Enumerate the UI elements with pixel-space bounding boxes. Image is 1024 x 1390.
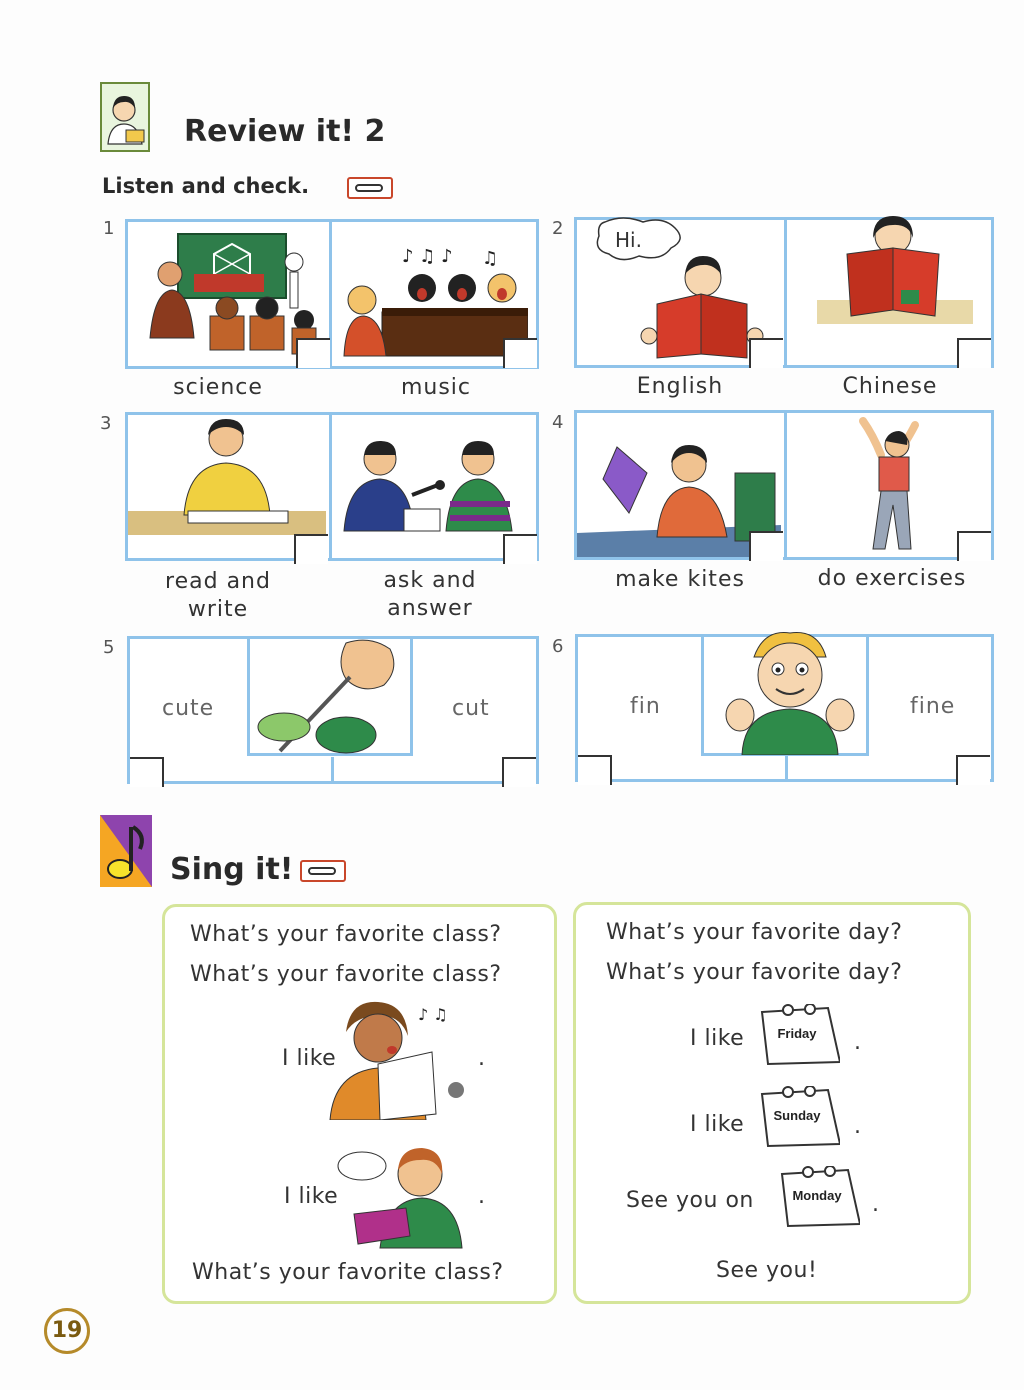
right-song-like-2: I like bbox=[690, 1112, 745, 1137]
right-song-last-line: See you! bbox=[716, 1258, 818, 1283]
word-fin: fin bbox=[630, 694, 661, 719]
checkbox-cut[interactable] bbox=[502, 757, 536, 787]
girl-reading-chinese-picture bbox=[817, 214, 973, 334]
students-interview-picture bbox=[334, 435, 530, 555]
left-song-line-1: What’s your favorite class? bbox=[190, 922, 502, 947]
left-song-blank-1: . bbox=[478, 1046, 486, 1071]
checkbox-read-and-write[interactable] bbox=[294, 534, 328, 564]
calendar-sunday-label: Sunday bbox=[773, 1108, 821, 1123]
checkbox-chinese[interactable] bbox=[957, 338, 991, 368]
checkbox-cute[interactable] bbox=[130, 757, 164, 787]
item-6-picture-frame bbox=[701, 634, 869, 756]
cassette-tape-icon-2[interactable] bbox=[300, 860, 346, 882]
left-song-line-2: What’s your favorite class? bbox=[190, 962, 502, 987]
checkbox-fin[interactable] bbox=[578, 755, 612, 785]
item-1-frame bbox=[125, 219, 539, 369]
right-song-like-1: I like bbox=[690, 1026, 745, 1051]
checkbox-music[interactable] bbox=[503, 338, 537, 368]
caption-read-and-write: read and write bbox=[165, 569, 271, 622]
right-song-see-you-on: See you on bbox=[626, 1188, 754, 1213]
speech-bubble-text: Hi. bbox=[615, 228, 642, 252]
calendar-monday-label: Monday bbox=[792, 1188, 842, 1203]
right-song-line-2: What’s your favorite day? bbox=[606, 960, 903, 985]
svg-text:♪ ♫ ♪: ♪ ♫ ♪ bbox=[402, 246, 453, 267]
svg-text:♫: ♫ bbox=[482, 248, 499, 269]
calendar-monday bbox=[774, 1166, 860, 1228]
caption-science: science bbox=[173, 375, 263, 400]
checkbox-science[interactable] bbox=[296, 338, 330, 368]
caption-music: music bbox=[400, 375, 472, 400]
checkbox-do-exercises[interactable] bbox=[957, 531, 991, 561]
checkbox-fine[interactable] bbox=[956, 755, 990, 785]
boy-thumbs-up-picture bbox=[714, 629, 864, 755]
music-class-picture bbox=[342, 242, 528, 362]
right-song-period-3: . bbox=[872, 1192, 880, 1217]
word-cute: cute bbox=[162, 696, 215, 721]
caption-do-exercises: do exercises bbox=[817, 566, 967, 591]
music-note-icon bbox=[100, 815, 152, 887]
boy-reading-english-picture bbox=[637, 240, 767, 360]
girl-singing-picture bbox=[326, 996, 476, 1120]
caption-make-kites: make kites bbox=[615, 567, 745, 592]
left-song-blank-2: . bbox=[478, 1184, 486, 1209]
checkbox-english[interactable] bbox=[749, 338, 783, 368]
item-number-1: 1 bbox=[103, 218, 115, 239]
svg-text:♪ ♫: ♪ ♫ bbox=[418, 1005, 448, 1024]
word-cut: cut bbox=[452, 696, 490, 721]
right-song-line-1: What’s your favorite day? bbox=[606, 920, 903, 945]
right-song-period-2: . bbox=[854, 1114, 862, 1139]
left-song-last-line: What’s your favorite class? bbox=[192, 1260, 504, 1285]
item-5-picture-frame bbox=[247, 636, 413, 756]
science-class-picture bbox=[140, 228, 320, 358]
caption-ask-and-answer: ask and answer bbox=[383, 568, 477, 621]
girl-exercising-picture bbox=[843, 415, 933, 555]
page-number: 19 bbox=[44, 1308, 90, 1354]
item-2-frame bbox=[574, 217, 994, 368]
left-song-like-1: I like bbox=[282, 1046, 337, 1071]
left-song-like-2: I like bbox=[284, 1184, 339, 1209]
item-number-5: 5 bbox=[103, 637, 115, 658]
item-4-frame bbox=[574, 410, 994, 560]
girl-calculating-picture bbox=[336, 1140, 466, 1252]
review-title: Review it! 2 bbox=[184, 114, 386, 149]
word-fine: fine bbox=[910, 694, 956, 719]
item-number-3: 3 bbox=[100, 413, 112, 434]
item-number-6: 6 bbox=[552, 636, 564, 657]
item-number-4: 4 bbox=[552, 412, 564, 433]
cassette-tape-icon[interactable] bbox=[347, 177, 393, 199]
sing-title: Sing it! bbox=[170, 852, 294, 887]
calendar-friday-label: Friday bbox=[777, 1026, 817, 1041]
review-instruction: Listen and check. bbox=[102, 174, 310, 198]
knife-cutting-vegetable-picture bbox=[250, 639, 410, 759]
item-number-2: 2 bbox=[552, 218, 564, 239]
calendar-sunday bbox=[754, 1086, 840, 1148]
boy-writing-picture bbox=[128, 415, 326, 541]
item-3-frame bbox=[125, 412, 539, 561]
boy-reading-icon bbox=[100, 82, 150, 152]
caption-english: English bbox=[636, 374, 724, 399]
caption-chinese: Chinese bbox=[842, 374, 938, 399]
checkbox-ask-and-answer[interactable] bbox=[503, 534, 537, 564]
calendar-friday bbox=[754, 1004, 840, 1066]
checkbox-make-kites[interactable] bbox=[749, 531, 783, 561]
right-song-period-1: . bbox=[854, 1030, 862, 1055]
